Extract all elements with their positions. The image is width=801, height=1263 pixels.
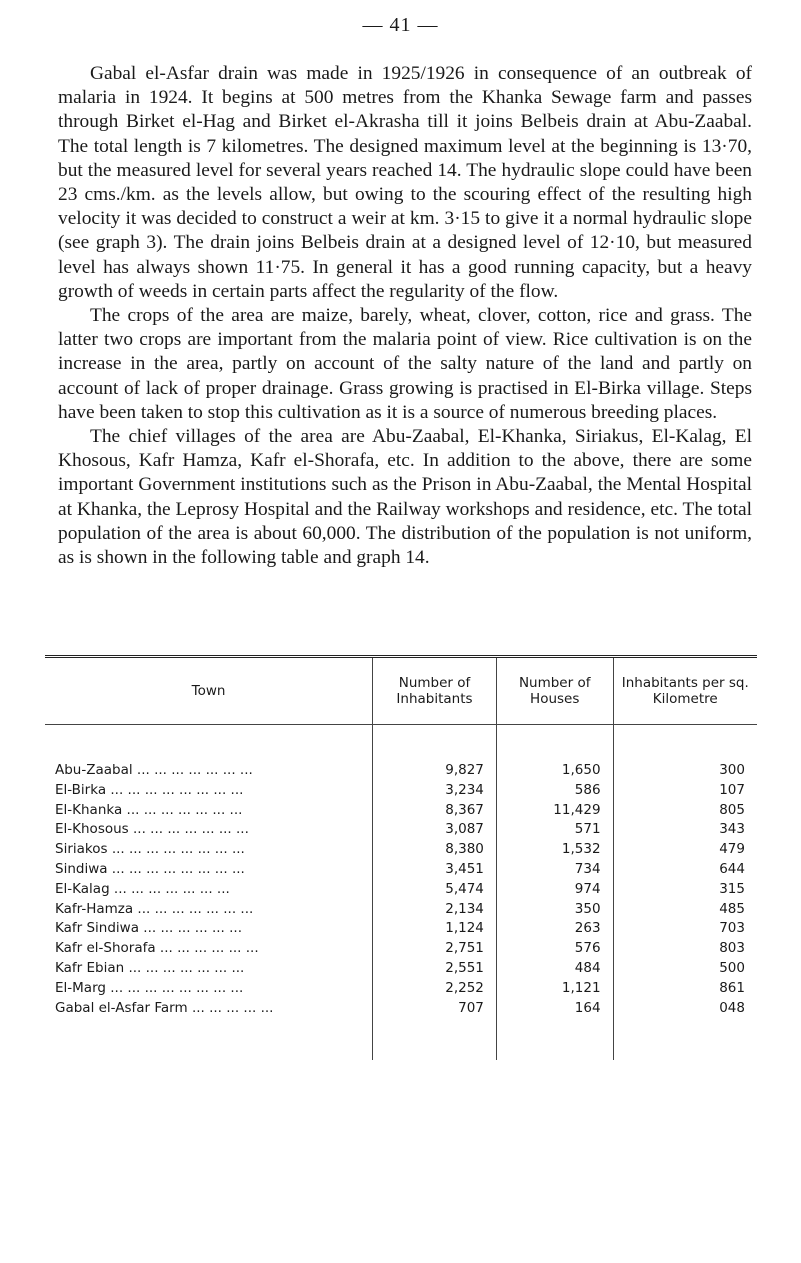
cell-town: Gabal el-Asfar Farm ... ... ... ... ... xyxy=(55,999,274,1016)
cell-inhabitants: 2,751 xyxy=(373,939,497,959)
cell-town: El-Khosous ... ... ... ... ... ... ... xyxy=(55,821,249,838)
cell-density: 343 xyxy=(613,820,757,840)
cell-town: Kafr Ebian ... ... ... ... ... ... ... xyxy=(55,959,245,976)
cell-inhabitants: 5,474 xyxy=(373,880,497,900)
cell-inhabitants: 707 xyxy=(373,999,497,1019)
table-header-row xyxy=(45,657,757,725)
cell-density: 485 xyxy=(613,900,757,920)
cell-houses: 164 xyxy=(496,999,613,1019)
population-table xyxy=(45,655,757,1060)
table-row xyxy=(45,919,757,939)
cell-density: 300 xyxy=(613,761,757,781)
cell-houses: 734 xyxy=(496,860,613,880)
cell-inhabitants: 2,134 xyxy=(373,900,497,920)
cell-inhabitants: 3,234 xyxy=(373,781,497,801)
cell-houses: 11,429 xyxy=(496,801,613,821)
cell-town: Siriakos ... ... ... ... ... ... ... ... xyxy=(55,841,245,858)
cell-houses: 350 xyxy=(496,900,613,920)
cell-density: 315 xyxy=(613,880,757,900)
cell-density: 048 xyxy=(613,999,757,1019)
cell-inhabitants: 8,380 xyxy=(373,840,497,860)
cell-inhabitants: 2,252 xyxy=(373,979,497,999)
paragraph-crops: The crops of the area are maize, barely, wheat, clover, cotton, rice and grass. The latter two crops are important from the malaria point of view. Rice cultivation is on the increase in the area, partly on account of the salty nature of the land and partly on account of lack of proper drainage. Grass growing is practised in El-Birka village. Steps have been taken to stop this cultivation as it is a source of numerous breeding places. xyxy=(58,305,752,423)
cell-inhabitants: 1,124 xyxy=(373,919,497,939)
table-row xyxy=(45,801,757,821)
page-number: — 41 — xyxy=(362,14,439,36)
cell-inhabitants: 8,367 xyxy=(373,801,497,821)
cell-density: 479 xyxy=(613,840,757,860)
cell-houses: 974 xyxy=(496,880,613,900)
cell-inhabitants: 2,551 xyxy=(373,959,497,979)
cell-houses: 1,532 xyxy=(496,840,613,860)
cell-town: El-Khanka ... ... ... ... ... ... ... xyxy=(55,801,243,818)
table-end-spacer xyxy=(45,1018,757,1060)
cell-houses: 1,121 xyxy=(496,979,613,999)
cell-houses: 571 xyxy=(496,820,613,840)
cell-town: Kafr-Hamza ... ... ... ... ... ... ... xyxy=(55,900,254,917)
cell-density: 644 xyxy=(613,860,757,880)
table-row xyxy=(45,781,757,801)
table-row xyxy=(45,959,757,979)
cell-town: Kafr Sindiwa ... ... ... ... ... ... xyxy=(55,920,242,937)
table-row xyxy=(45,999,757,1019)
body-text xyxy=(58,62,752,570)
paragraph-drain-description: Gabal el-Asfar drain was made in 1925/1926 in consequence of an outbreak of malaria in 1924. It begins at 500 metres from the Khanka Sewage farm and passes through Birket el-Hag and Birket el-Akrasha till it joins Belbeis drain at Abu-Zaabal. The total length is 7 kilometres. The designed maximum level at the beginning is 13·70, but the measured level for several years reached 14. The hydraulic slope could have been 23 cms./km. as the levels allow, but owing to the scouring effect of the resulting high velocity it was decided to construct a weir at km. 3·15 to give it a normal hydraulic slope (see graph 3). The drain joins Belbeis drain at a designed level of 12·10, but measured level has always shown 11·75. In general it has a good running capacity, but a heavy growth of weeds in certain parts affect the regularity of the flow. xyxy=(58,63,752,302)
cell-houses: 1,650 xyxy=(496,761,613,781)
header-houses: Number of Houses xyxy=(496,657,613,725)
cell-houses: 263 xyxy=(496,919,613,939)
cell-town: Abu-Zaabal ... ... ... ... ... ... ... xyxy=(55,762,253,778)
header-town: Town xyxy=(45,657,373,725)
cell-inhabitants: 3,451 xyxy=(373,860,497,880)
cell-town: Kafr el-Shorafa ... ... ... ... ... ... xyxy=(55,940,259,957)
header-inhabitants: Number of Inhabitants xyxy=(373,657,497,725)
cell-inhabitants: 9,827 xyxy=(373,761,497,781)
cell-density: 703 xyxy=(613,919,757,939)
cell-houses: 576 xyxy=(496,939,613,959)
cell-town: El-Marg ... ... ... ... ... ... ... ... xyxy=(55,979,244,996)
table-row xyxy=(45,761,757,781)
cell-town: Sindiwa ... ... ... ... ... ... ... ... xyxy=(55,860,245,877)
cell-density: 803 xyxy=(613,939,757,959)
cell-density: 805 xyxy=(613,801,757,821)
cell-town: El-Birka ... ... ... ... ... ... ... ... xyxy=(55,781,244,798)
cell-density: 500 xyxy=(613,959,757,979)
cell-houses: 586 xyxy=(496,781,613,801)
cell-houses: 484 xyxy=(496,959,613,979)
table-row xyxy=(45,900,757,920)
table-row xyxy=(45,860,757,880)
cell-density: 107 xyxy=(613,781,757,801)
cell-density: 861 xyxy=(613,979,757,999)
header-density: Inhabitants per sq. Kilometre xyxy=(613,657,757,725)
table-row xyxy=(45,939,757,959)
cell-town: El-Kalag ... ... ... ... ... ... ... xyxy=(55,880,230,897)
population-table-container xyxy=(45,655,757,1060)
table-row xyxy=(45,840,757,860)
paragraph-villages: The chief villages of the area are Abu-Zaabal, El-Khanka, Siriakus, El-Kalag, El Khosous, Kafr Hamza, Kafr el-Shorafa, etc. In addition to the above, there are some important Government institutions such as the Prison in Abu-Zaabal, the Mental Hospital at Khanka, the Leprosy Hospital and the Railway workshops and residence, etc. The total population of the area is about 60,000. The distribution of the population is not uniform, as is shown in the following table and graph 14. xyxy=(58,426,752,569)
table-row xyxy=(45,880,757,900)
table-spacer xyxy=(45,725,757,762)
cell-inhabitants: 3,087 xyxy=(373,820,497,840)
table-row xyxy=(45,820,757,840)
table-row xyxy=(45,979,757,999)
